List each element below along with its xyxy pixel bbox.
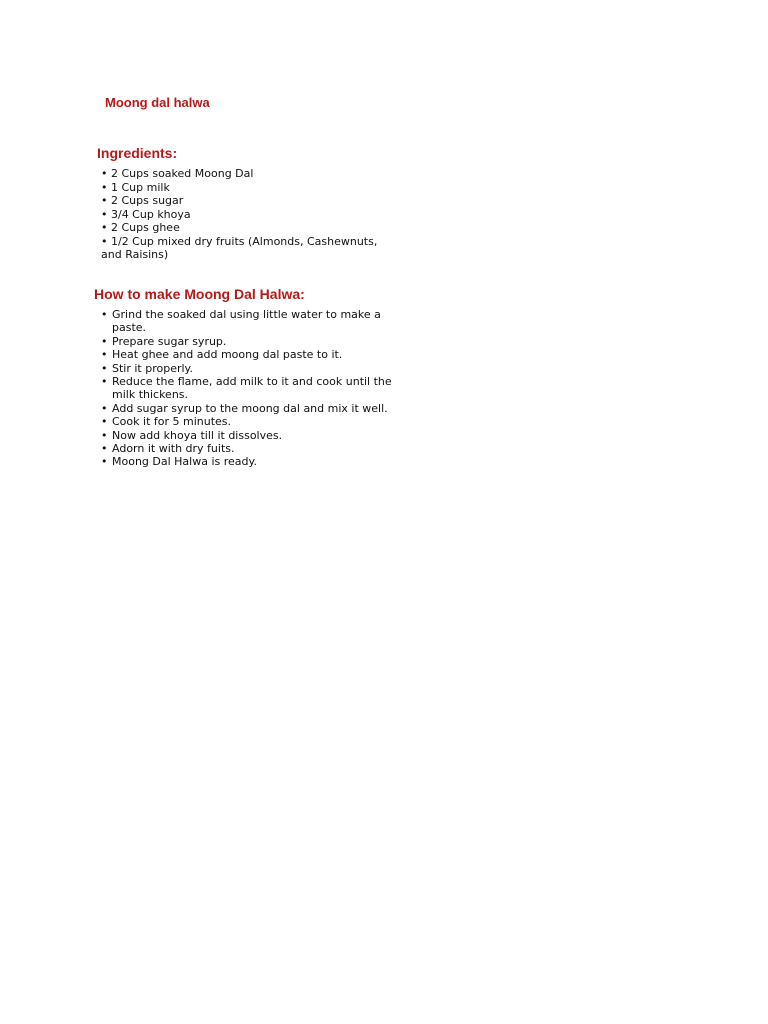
bullet: •: [101, 361, 108, 375]
method-step: [101, 362, 396, 375]
method-step-text: Stir it properly.: [112, 361, 193, 375]
method-step-text: Heat ghee and add moong dal paste to it.: [112, 348, 343, 362]
ingredient-item: • 2 Cups soaked Moong Dal: [101, 167, 254, 180]
ingredients-heading: Ingredients:: [97, 145, 178, 161]
method-step-text: Reduce the flame, add milk to it and cook until the milk thickens.: [112, 375, 392, 402]
bullet: •: [101, 375, 108, 389]
bullet: •: [101, 348, 108, 362]
bullet: •: [101, 415, 108, 429]
bullet: •: [101, 401, 108, 415]
method-step: [101, 335, 396, 348]
method-step-text: Adorn it with dry fuits.: [112, 442, 235, 456]
ingredient-item: • 1/2 Cup mixed dry fruits (Almonds, Cashewnuts, and Raisins): [101, 234, 378, 261]
bullet: •: [101, 442, 108, 456]
method-heading: How to make Moong Dal Halwa:: [94, 286, 305, 302]
ingredient-item: • 1 Cup milk: [101, 180, 170, 194]
method-step-text: Grind the soaked dal using little water to make a paste.: [112, 308, 381, 335]
method-step-text: Moong Dal Halwa is ready.: [112, 455, 257, 469]
method-step: [101, 402, 396, 415]
method-step: [101, 429, 396, 442]
method-step-text: Add sugar syrup to the moong dal and mix it well.: [112, 401, 388, 415]
method-step: [101, 455, 396, 468]
method-step-text: Prepare sugar syrup.: [112, 334, 227, 348]
bullet: •: [101, 308, 108, 321]
method-step: [101, 415, 396, 428]
recipe-title: Moong dal halwa: [105, 95, 210, 110]
method-step: [101, 348, 396, 361]
method-step-text: Cook it for 5 minutes.: [112, 415, 232, 429]
method-steps-list: [101, 308, 396, 469]
method-step: [101, 308, 396, 335]
bullet: •: [101, 428, 108, 442]
method-step: [101, 375, 396, 402]
bullet: •: [101, 334, 108, 348]
bullet: •: [101, 455, 108, 469]
ingredient-item: • 2 Cups ghee: [101, 221, 180, 234]
ingredient-item: • 3/4 Cup khoya: [101, 207, 191, 221]
ingredient-item: • 2 Cups sugar: [101, 194, 184, 207]
method-step: [101, 442, 396, 455]
method-step-text: Now add khoya till it dissolves.: [112, 428, 283, 442]
ingredients-list: [101, 167, 391, 262]
